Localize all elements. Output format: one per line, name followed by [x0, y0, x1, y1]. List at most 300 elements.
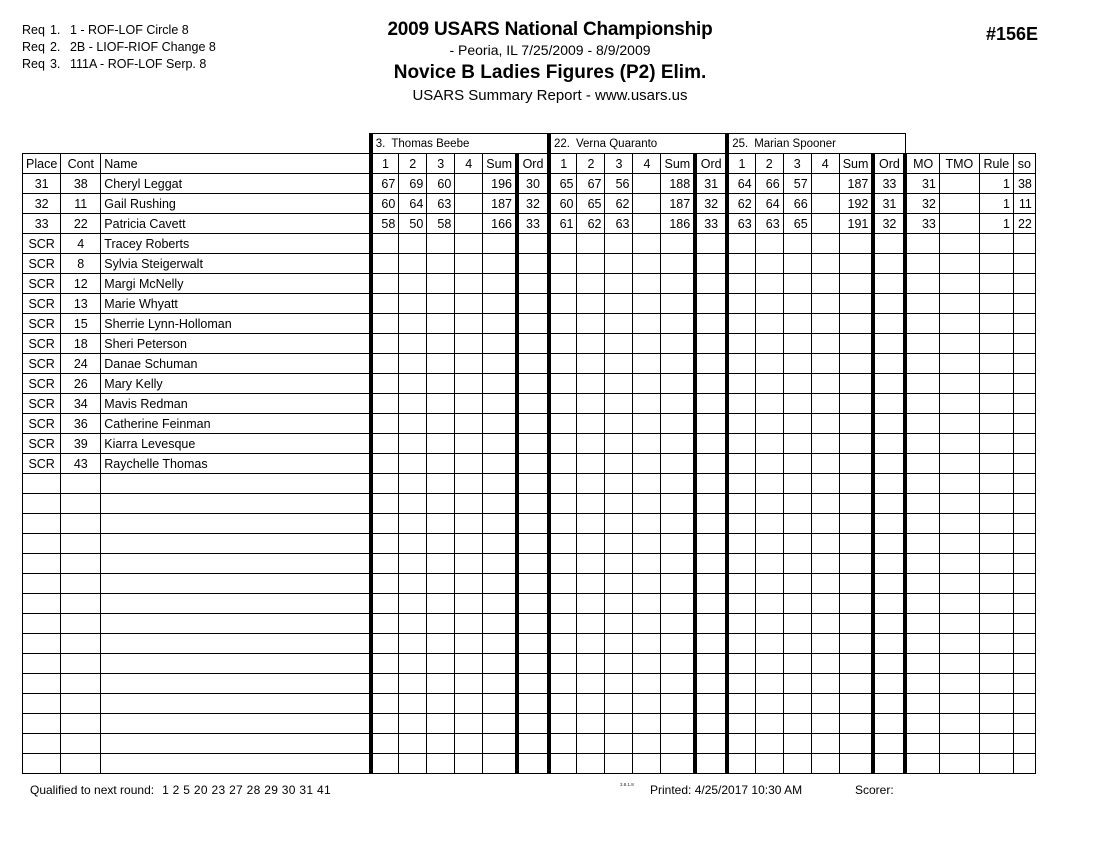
cell-judge1-score1[interactable]: 60 — [371, 194, 399, 214]
cell-rule[interactable] — [979, 534, 1013, 554]
cell-judge3-sum[interactable] — [839, 714, 873, 734]
cell-judge1-score3[interactable]: 60 — [427, 174, 455, 194]
cell-name[interactable] — [101, 614, 371, 634]
cell-judge2-score1[interactable] — [549, 714, 577, 734]
cell-judge3-score2[interactable] — [755, 614, 783, 634]
cell-judge3-score2[interactable] — [755, 294, 783, 314]
cell-judge3-score1[interactable] — [727, 254, 755, 274]
cell-judge3-score2[interactable] — [755, 274, 783, 294]
cell-judge3-score3[interactable] — [783, 614, 811, 634]
cell-place[interactable] — [23, 474, 61, 494]
cell-so[interactable] — [1013, 434, 1035, 454]
cell-judge3-score3[interactable] — [783, 674, 811, 694]
cell-name[interactable] — [101, 694, 371, 714]
table-row[interactable] — [23, 214, 1036, 234]
cell-mo[interactable] — [905, 414, 939, 434]
cell-judge3-score2[interactable]: 64 — [755, 194, 783, 214]
cell-judge1-ord[interactable] — [517, 634, 549, 654]
cell-judge2-score2[interactable] — [577, 274, 605, 294]
cell-judge1-score1[interactable] — [371, 574, 399, 594]
cell-judge2-score3[interactable] — [605, 554, 633, 574]
cell-tmo[interactable] — [939, 574, 979, 594]
cell-mo[interactable] — [905, 534, 939, 554]
cell-judge1-score1[interactable] — [371, 274, 399, 294]
cell-judge3-score4[interactable] — [811, 554, 839, 574]
cell-name[interactable] — [101, 534, 371, 554]
cell-judge3-score3[interactable] — [783, 494, 811, 514]
cell-place[interactable]: SCR — [23, 434, 61, 454]
cell-judge3-score4[interactable] — [811, 534, 839, 554]
cell-judge2-score2[interactable] — [577, 674, 605, 694]
cell-judge3-sum[interactable] — [839, 394, 873, 414]
cell-judge1-score4[interactable] — [455, 274, 483, 294]
cell-judge3-score1[interactable] — [727, 354, 755, 374]
cell-judge2-ord[interactable] — [695, 354, 727, 374]
cell-cont[interactable] — [61, 474, 101, 494]
cell-judge3-score3[interactable] — [783, 394, 811, 414]
cell-mo[interactable] — [905, 694, 939, 714]
cell-judge1-score3[interactable] — [427, 754, 455, 774]
cell-judge2-score3[interactable] — [605, 654, 633, 674]
cell-judge2-ord[interactable] — [695, 414, 727, 434]
cell-judge3-score4[interactable] — [811, 674, 839, 694]
cell-name[interactable] — [101, 634, 371, 654]
cell-judge3-sum[interactable] — [839, 514, 873, 534]
cell-cont[interactable] — [61, 694, 101, 714]
cell-name[interactable]: Mary Kelly — [101, 374, 371, 394]
cell-judge3-ord[interactable] — [873, 674, 905, 694]
cell-judge1-score3[interactable] — [427, 674, 455, 694]
cell-judge1-score2[interactable] — [399, 234, 427, 254]
table-row-empty[interactable] — [23, 554, 1036, 574]
cell-mo[interactable]: 31 — [905, 174, 939, 194]
cell-rule[interactable] — [979, 294, 1013, 314]
cell-place[interactable] — [23, 514, 61, 534]
cell-judge1-score2[interactable] — [399, 514, 427, 534]
cell-judge3-ord[interactable] — [873, 394, 905, 414]
cell-judge2-score4[interactable] — [633, 574, 661, 594]
cell-judge1-ord[interactable] — [517, 394, 549, 414]
cell-place[interactable]: 31 — [23, 174, 61, 194]
cell-judge2-sum[interactable] — [661, 414, 695, 434]
cell-judge3-sum[interactable] — [839, 574, 873, 594]
cell-so[interactable] — [1013, 654, 1035, 674]
cell-judge1-sum[interactable] — [483, 754, 517, 774]
cell-judge3-score1[interactable]: 63 — [727, 214, 755, 234]
cell-judge3-score3[interactable] — [783, 314, 811, 334]
cell-judge2-score2[interactable] — [577, 694, 605, 714]
cell-cont[interactable]: 43 — [61, 454, 101, 474]
cell-cont[interactable] — [61, 614, 101, 634]
cell-judge3-sum[interactable] — [839, 294, 873, 314]
table-row[interactable] — [23, 414, 1036, 434]
cell-judge2-sum[interactable] — [661, 754, 695, 774]
cell-judge3-score4[interactable] — [811, 274, 839, 294]
cell-judge1-score4[interactable] — [455, 314, 483, 334]
cell-judge1-score3[interactable] — [427, 334, 455, 354]
cell-tmo[interactable] — [939, 214, 979, 234]
cell-judge2-score2[interactable] — [577, 474, 605, 494]
cell-judge3-score4[interactable] — [811, 754, 839, 774]
cell-judge3-score4[interactable] — [811, 694, 839, 714]
cell-judge1-score4[interactable] — [455, 434, 483, 454]
cell-judge3-score4[interactable] — [811, 454, 839, 474]
cell-judge1-score3[interactable] — [427, 714, 455, 734]
cell-judge1-score1[interactable] — [371, 374, 399, 394]
cell-judge3-sum[interactable] — [839, 234, 873, 254]
cell-judge3-score3[interactable] — [783, 574, 811, 594]
cell-judge2-score3[interactable] — [605, 594, 633, 614]
cell-judge1-score3[interactable] — [427, 574, 455, 594]
cell-judge2-score4[interactable] — [633, 654, 661, 674]
cell-judge2-ord[interactable] — [695, 314, 727, 334]
cell-judge2-ord[interactable] — [695, 714, 727, 734]
cell-judge3-score1[interactable] — [727, 474, 755, 494]
cell-judge2-score1[interactable] — [549, 234, 577, 254]
cell-judge3-score4[interactable] — [811, 214, 839, 234]
cell-judge3-score1[interactable] — [727, 394, 755, 414]
cell-judge3-ord[interactable] — [873, 534, 905, 554]
cell-judge1-score3[interactable] — [427, 614, 455, 634]
cell-judge1-sum[interactable] — [483, 254, 517, 274]
cell-judge3-ord[interactable] — [873, 334, 905, 354]
table-row[interactable] — [23, 354, 1036, 374]
cell-judge3-ord[interactable] — [873, 374, 905, 394]
cell-judge1-score1[interactable] — [371, 334, 399, 354]
cell-mo[interactable] — [905, 754, 939, 774]
cell-judge2-sum[interactable] — [661, 654, 695, 674]
cell-place[interactable]: SCR — [23, 294, 61, 314]
cell-mo[interactable]: 32 — [905, 194, 939, 214]
cell-judge2-ord[interactable] — [695, 394, 727, 414]
cell-judge3-score2[interactable] — [755, 754, 783, 774]
cell-judge2-score3[interactable] — [605, 494, 633, 514]
cell-judge1-score2[interactable] — [399, 314, 427, 334]
table-row[interactable] — [23, 234, 1036, 254]
table-row-empty[interactable] — [23, 634, 1036, 654]
cell-so[interactable] — [1013, 294, 1035, 314]
cell-rule[interactable] — [979, 414, 1013, 434]
cell-judge1-score2[interactable] — [399, 614, 427, 634]
cell-judge2-sum[interactable] — [661, 734, 695, 754]
cell-judge2-score1[interactable] — [549, 594, 577, 614]
cell-judge2-sum[interactable] — [661, 614, 695, 634]
cell-judge1-score2[interactable]: 50 — [399, 214, 427, 234]
cell-judge1-score2[interactable] — [399, 594, 427, 614]
cell-judge1-sum[interactable] — [483, 234, 517, 254]
cell-judge3-score4[interactable] — [811, 354, 839, 374]
cell-judge1-score1[interactable] — [371, 634, 399, 654]
cell-judge2-ord[interactable] — [695, 514, 727, 534]
cell-mo[interactable] — [905, 394, 939, 414]
cell-mo[interactable] — [905, 254, 939, 274]
cell-rule[interactable] — [979, 654, 1013, 674]
cell-name[interactable] — [101, 654, 371, 674]
cell-judge1-score4[interactable] — [455, 754, 483, 774]
cell-judge3-score2[interactable]: 63 — [755, 214, 783, 234]
cell-judge1-score3[interactable] — [427, 734, 455, 754]
cell-judge3-sum[interactable] — [839, 414, 873, 434]
cell-tmo[interactable] — [939, 374, 979, 394]
cell-judge3-score1[interactable] — [727, 734, 755, 754]
cell-judge3-score2[interactable] — [755, 234, 783, 254]
cell-judge2-score3[interactable] — [605, 234, 633, 254]
cell-judge1-ord[interactable] — [517, 494, 549, 514]
cell-judge1-score1[interactable] — [371, 394, 399, 414]
cell-judge2-sum[interactable] — [661, 294, 695, 314]
cell-so[interactable] — [1013, 274, 1035, 294]
cell-judge1-score1[interactable] — [371, 534, 399, 554]
cell-judge1-score2[interactable] — [399, 714, 427, 734]
cell-judge2-score4[interactable] — [633, 454, 661, 474]
cell-judge1-ord[interactable] — [517, 534, 549, 554]
cell-name[interactable]: Danae Schuman — [101, 354, 371, 374]
cell-place[interactable]: SCR — [23, 314, 61, 334]
cell-judge3-score4[interactable] — [811, 294, 839, 314]
cell-judge2-ord[interactable] — [695, 614, 727, 634]
cell-judge2-score4[interactable] — [633, 174, 661, 194]
cell-judge1-score2[interactable]: 69 — [399, 174, 427, 194]
cell-judge2-score4[interactable] — [633, 474, 661, 494]
cell-tmo[interactable] — [939, 674, 979, 694]
cell-judge1-sum[interactable] — [483, 274, 517, 294]
cell-tmo[interactable] — [939, 734, 979, 754]
cell-judge3-score3[interactable] — [783, 454, 811, 474]
cell-judge2-score1[interactable] — [549, 434, 577, 454]
cell-judge2-ord[interactable]: 33 — [695, 214, 727, 234]
cell-cont[interactable] — [61, 654, 101, 674]
cell-cont[interactable] — [61, 574, 101, 594]
cell-judge1-ord[interactable] — [517, 614, 549, 634]
cell-judge3-ord[interactable] — [873, 614, 905, 634]
table-row[interactable] — [23, 294, 1036, 314]
cell-judge1-score1[interactable] — [371, 474, 399, 494]
cell-judge3-score2[interactable] — [755, 434, 783, 454]
cell-cont[interactable]: 36 — [61, 414, 101, 434]
cell-judge3-ord[interactable]: 31 — [873, 194, 905, 214]
cell-judge3-score3[interactable] — [783, 234, 811, 254]
cell-judge3-sum[interactable] — [839, 354, 873, 374]
cell-judge2-ord[interactable] — [695, 634, 727, 654]
cell-so[interactable]: 22 — [1013, 214, 1035, 234]
cell-judge1-score3[interactable] — [427, 234, 455, 254]
cell-judge2-score2[interactable] — [577, 414, 605, 434]
cell-mo[interactable] — [905, 634, 939, 654]
cell-judge1-score4[interactable] — [455, 694, 483, 714]
cell-rule[interactable] — [979, 514, 1013, 534]
cell-judge3-score2[interactable] — [755, 254, 783, 274]
cell-judge2-score4[interactable] — [633, 514, 661, 534]
cell-mo[interactable] — [905, 714, 939, 734]
cell-place[interactable]: SCR — [23, 414, 61, 434]
cell-tmo[interactable] — [939, 434, 979, 454]
cell-mo[interactable] — [905, 554, 939, 574]
cell-judge3-score2[interactable] — [755, 514, 783, 534]
cell-judge2-score4[interactable] — [633, 194, 661, 214]
cell-judge1-score3[interactable] — [427, 414, 455, 434]
cell-tmo[interactable] — [939, 694, 979, 714]
cell-judge2-sum[interactable] — [661, 434, 695, 454]
cell-judge3-score3[interactable] — [783, 734, 811, 754]
cell-judge1-score2[interactable] — [399, 654, 427, 674]
cell-name[interactable] — [101, 574, 371, 594]
cell-judge1-score2[interactable] — [399, 274, 427, 294]
cell-so[interactable] — [1013, 474, 1035, 494]
cell-judge1-score1[interactable] — [371, 494, 399, 514]
cell-so[interactable] — [1013, 674, 1035, 694]
cell-judge2-score2[interactable] — [577, 394, 605, 414]
cell-judge1-score1[interactable] — [371, 414, 399, 434]
cell-judge1-ord[interactable] — [517, 694, 549, 714]
cell-judge2-score2[interactable]: 67 — [577, 174, 605, 194]
cell-judge1-score2[interactable] — [399, 414, 427, 434]
cell-judge2-score2[interactable] — [577, 574, 605, 594]
cell-rule[interactable] — [979, 754, 1013, 774]
cell-judge3-score4[interactable] — [811, 234, 839, 254]
cell-judge1-score3[interactable] — [427, 554, 455, 574]
cell-judge3-score4[interactable] — [811, 494, 839, 514]
cell-so[interactable] — [1013, 374, 1035, 394]
table-row[interactable] — [23, 194, 1036, 214]
cell-judge2-sum[interactable] — [661, 554, 695, 574]
cell-judge2-ord[interactable] — [695, 334, 727, 354]
cell-mo[interactable] — [905, 734, 939, 754]
cell-judge2-score1[interactable] — [549, 634, 577, 654]
cell-judge3-score4[interactable] — [811, 174, 839, 194]
cell-judge1-score2[interactable] — [399, 494, 427, 514]
cell-judge3-ord[interactable] — [873, 734, 905, 754]
cell-judge3-sum[interactable] — [839, 614, 873, 634]
cell-judge1-score1[interactable] — [371, 754, 399, 774]
cell-judge3-score4[interactable] — [811, 334, 839, 354]
cell-judge2-score1[interactable] — [549, 654, 577, 674]
cell-place[interactable]: SCR — [23, 454, 61, 474]
cell-judge1-score4[interactable] — [455, 174, 483, 194]
cell-judge1-ord[interactable]: 32 — [517, 194, 549, 214]
cell-judge3-ord[interactable]: 33 — [873, 174, 905, 194]
cell-judge1-score2[interactable] — [399, 634, 427, 654]
cell-judge3-sum[interactable]: 187 — [839, 174, 873, 194]
cell-judge2-score1[interactable] — [549, 294, 577, 314]
cell-judge2-score4[interactable] — [633, 494, 661, 514]
cell-rule[interactable] — [979, 474, 1013, 494]
cell-cont[interactable] — [61, 674, 101, 694]
cell-judge2-score2[interactable] — [577, 294, 605, 314]
cell-judge3-score3[interactable] — [783, 254, 811, 274]
cell-judge3-ord[interactable] — [873, 654, 905, 674]
cell-so[interactable] — [1013, 714, 1035, 734]
cell-rule[interactable] — [979, 374, 1013, 394]
cell-mo[interactable] — [905, 294, 939, 314]
cell-judge1-score3[interactable] — [427, 434, 455, 454]
cell-judge3-score4[interactable] — [811, 654, 839, 674]
cell-judge1-sum[interactable] — [483, 434, 517, 454]
cell-judge2-score2[interactable] — [577, 614, 605, 634]
cell-cont[interactable] — [61, 494, 101, 514]
cell-judge1-score4[interactable] — [455, 334, 483, 354]
cell-name[interactable]: Sheri Peterson — [101, 334, 371, 354]
cell-place[interactable] — [23, 634, 61, 654]
cell-name[interactable]: Cheryl Leggat — [101, 174, 371, 194]
cell-judge1-score1[interactable] — [371, 434, 399, 454]
cell-name[interactable] — [101, 514, 371, 534]
cell-judge1-score4[interactable] — [455, 234, 483, 254]
cell-cont[interactable] — [61, 554, 101, 574]
cell-judge3-score4[interactable] — [811, 614, 839, 634]
cell-judge1-score1[interactable] — [371, 354, 399, 374]
cell-judge2-score4[interactable] — [633, 294, 661, 314]
cell-judge3-score3[interactable] — [783, 594, 811, 614]
cell-judge1-ord[interactable] — [517, 714, 549, 734]
cell-judge2-score4[interactable] — [633, 634, 661, 654]
cell-judge2-score4[interactable] — [633, 414, 661, 434]
cell-judge2-score3[interactable] — [605, 574, 633, 594]
cell-judge1-score2[interactable] — [399, 254, 427, 274]
cell-name[interactable]: Tracey Roberts — [101, 234, 371, 254]
table-row-empty[interactable] — [23, 574, 1036, 594]
cell-judge1-score4[interactable] — [455, 554, 483, 574]
cell-judge3-score3[interactable] — [783, 434, 811, 454]
cell-judge2-ord[interactable] — [695, 754, 727, 774]
cell-judge2-score4[interactable] — [633, 434, 661, 454]
cell-place[interactable] — [23, 754, 61, 774]
cell-judge3-score3[interactable] — [783, 754, 811, 774]
cell-judge2-score3[interactable] — [605, 254, 633, 274]
cell-so[interactable]: 11 — [1013, 194, 1035, 214]
cell-judge2-sum[interactable] — [661, 514, 695, 534]
cell-judge2-score1[interactable] — [549, 334, 577, 354]
cell-judge3-sum[interactable] — [839, 474, 873, 494]
cell-judge3-score1[interactable] — [727, 754, 755, 774]
cell-place[interactable]: 32 — [23, 194, 61, 214]
cell-judge1-score2[interactable] — [399, 454, 427, 474]
cell-mo[interactable] — [905, 474, 939, 494]
cell-judge3-score1[interactable] — [727, 634, 755, 654]
cell-so[interactable] — [1013, 634, 1035, 654]
cell-judge2-sum[interactable] — [661, 394, 695, 414]
cell-judge2-score3[interactable]: 56 — [605, 174, 633, 194]
cell-tmo[interactable] — [939, 714, 979, 734]
cell-so[interactable] — [1013, 594, 1035, 614]
cell-judge1-score3[interactable]: 63 — [427, 194, 455, 214]
cell-judge3-sum[interactable] — [839, 374, 873, 394]
cell-judge1-sum[interactable] — [483, 494, 517, 514]
cell-judge2-score3[interactable] — [605, 734, 633, 754]
cell-judge3-sum[interactable] — [839, 694, 873, 714]
cell-judge2-score4[interactable] — [633, 734, 661, 754]
cell-name[interactable]: Margi McNelly — [101, 274, 371, 294]
cell-judge2-score4[interactable] — [633, 234, 661, 254]
cell-judge1-score4[interactable] — [455, 494, 483, 514]
cell-mo[interactable] — [905, 354, 939, 374]
cell-judge1-score1[interactable] — [371, 614, 399, 634]
cell-judge2-score1[interactable] — [549, 514, 577, 534]
cell-so[interactable] — [1013, 574, 1035, 594]
cell-so[interactable] — [1013, 394, 1035, 414]
cell-judge1-score2[interactable] — [399, 574, 427, 594]
cell-place[interactable] — [23, 614, 61, 634]
cell-judge3-score1[interactable] — [727, 434, 755, 454]
cell-rule[interactable] — [979, 734, 1013, 754]
cell-judge2-sum[interactable] — [661, 454, 695, 474]
table-row-empty[interactable] — [23, 654, 1036, 674]
cell-so[interactable] — [1013, 254, 1035, 274]
cell-tmo[interactable] — [939, 514, 979, 534]
cell-judge3-score1[interactable] — [727, 674, 755, 694]
cell-judge1-score4[interactable] — [455, 714, 483, 734]
cell-judge1-sum[interactable] — [483, 314, 517, 334]
cell-place[interactable]: SCR — [23, 374, 61, 394]
